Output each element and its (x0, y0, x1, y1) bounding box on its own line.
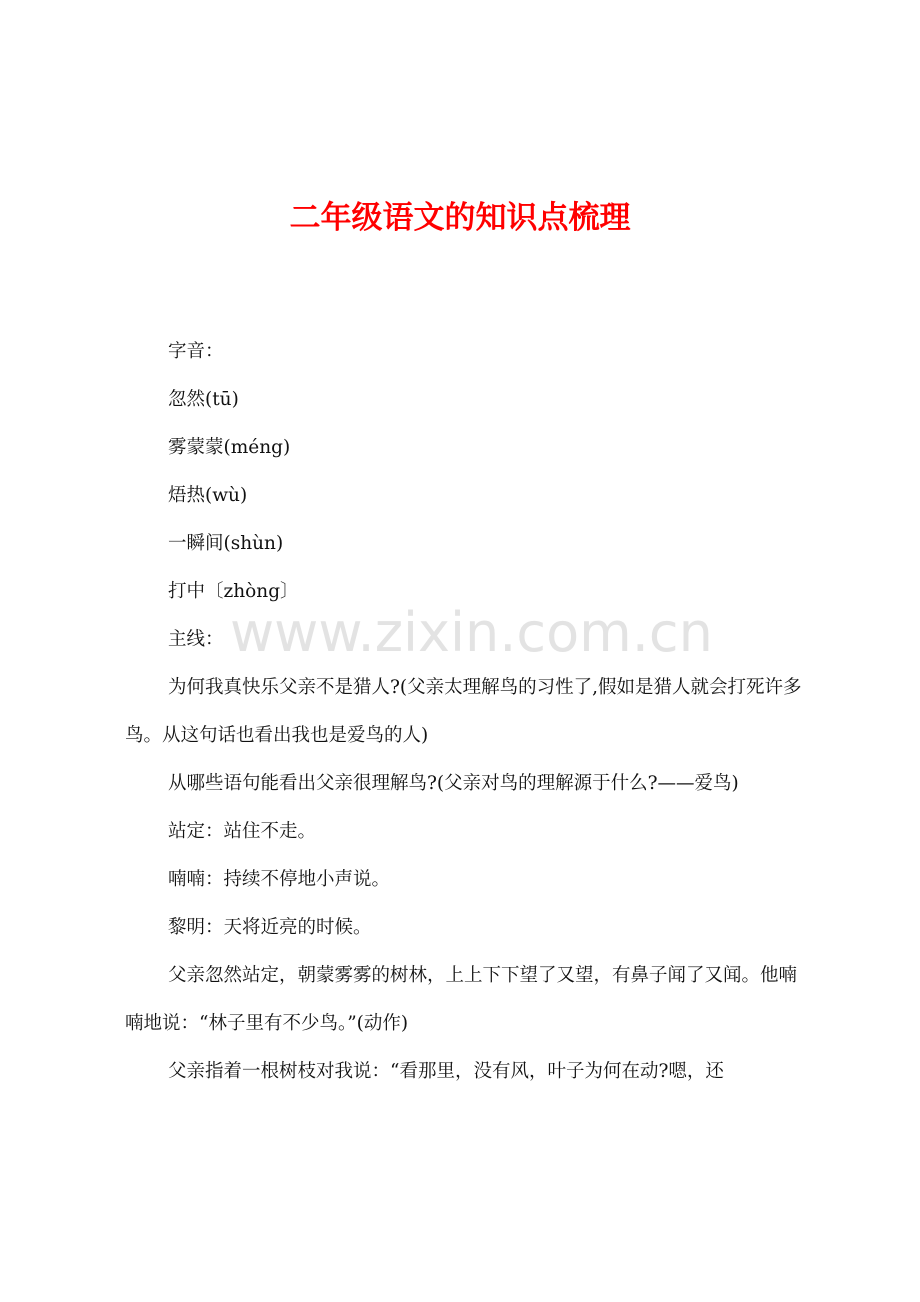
paragraph-pronunciation-4: 一瞬间(shùn) (168, 533, 284, 554)
paragraph-definition-1: 站定：站住不走。 (168, 821, 317, 842)
paragraph-passage-2: 父亲指着一根树枝对我说：“看那里，没有风，叶子为何在动?嗯，还 (168, 1061, 724, 1082)
paragraph-definition-2: 喃喃：持续不停地小声说。 (168, 869, 391, 890)
paragraph-definition-3: 黎明：天将近亮的时候。 (168, 917, 372, 938)
paragraph-pronunciation-heading: 字音： (168, 341, 224, 362)
document-body (125, 328, 805, 1096)
paragraph-question-1: 为何我真快乐父亲不是猎人?(父亲太理解鸟的习性了,假如是猎人就会打死许多鸟。从这句话也看出我也是爱鸟的人) (125, 677, 802, 746)
paragraph-pronunciation-2: 雾蒙蒙(méng) (168, 437, 291, 458)
paragraph-pronunciation-1: 忽然(tū) (168, 389, 239, 410)
paragraph-pronunciation-3: 焐热(wù) (168, 485, 248, 506)
paragraph-passage-1: 父亲忽然站定，朝蒙雾雾的树林，上上下下望了又望，有鼻子闻了又闻。他喃喃地说：“林子里有不少鸟。”(动作) (125, 965, 798, 1034)
page-title: 二年级语文的知识点梳理 (289, 200, 631, 236)
paragraph-pronunciation-5: 打中〔zhòng〕 (168, 581, 299, 602)
watermark: www.zixin.com.cn (230, 601, 713, 664)
paragraph-question-2: 从哪些语句能看出父亲很理解鸟?(父亲对鸟的理解源于什么?——爱鸟) (168, 773, 739, 794)
paragraph-mainline-heading: 主线： (168, 629, 224, 650)
